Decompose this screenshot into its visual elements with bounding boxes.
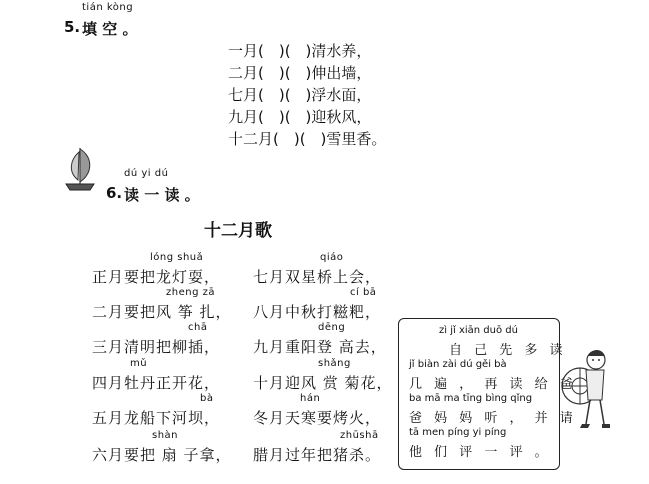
q5-pinyin: tián kòng — [82, 2, 134, 13]
tip-line-3: 爸 妈 妈 听 ， 并 请 — [409, 411, 577, 426]
q6-number: 6. — [106, 184, 123, 202]
tip-pinyin-2: jǐ biàn zài dú gěi bà — [409, 359, 507, 370]
poem-right-line-6: 腊月过年把猪杀。 — [253, 446, 382, 464]
poem-right-line-3: 九月重阳登 高去， — [253, 338, 387, 356]
poem-right-pinyin-4: shǎng — [318, 358, 351, 369]
poem-left-line-4: 四月牡丹正开花， — [92, 374, 221, 392]
tip-line-4: 他 们 评 一 评 。 — [409, 445, 552, 460]
poem-left-pinyin-6: shàn — [152, 430, 179, 441]
tip-pinyin-1: zì jǐ xiān duō dú — [439, 325, 518, 336]
poem-left-pinyin-4: mǔ — [130, 358, 148, 369]
poem-right-line-1: 七月双星桥上会， — [253, 268, 382, 286]
poem-left-pinyin-2: zheng zā — [166, 287, 215, 298]
poem-right-pinyin-3: dēng — [318, 322, 346, 333]
fill-line-1: 一月( )( )清水养， — [228, 42, 372, 60]
poem-right-pinyin-5: hán — [300, 393, 321, 404]
fill-line-3: 七月( )( )浮水面， — [228, 86, 372, 104]
fill-line-4: 九月( )( )迎秋风， — [228, 108, 372, 126]
poem-left-line-3: 三月清明把柳插， — [92, 338, 221, 356]
poem-right-line-4: 十月迎风 赏 菊花， — [253, 374, 393, 392]
q5-number: 5. — [64, 18, 81, 36]
sailboat-icon — [62, 144, 98, 194]
reading-tip-box — [398, 318, 577, 470]
tip-line-1: 自 己 先 多 读 — [449, 343, 567, 358]
q5-label: 填 空 。 — [82, 20, 138, 38]
poem-right-line-2: 八月中秋打糍粑， — [253, 303, 382, 321]
poem-left-pinyin-1: lóng shuǎ — [150, 252, 204, 263]
poem-left-pinyin-5: bà — [200, 393, 214, 404]
poem-title: 十二月歌 — [204, 221, 272, 241]
poem-left-line-6: 六月要把 扇 子拿， — [92, 446, 232, 464]
poem-right-pinyin-2: cí bā — [350, 287, 377, 298]
poem-left-pinyin-3: chā — [188, 322, 208, 333]
poem-left-line-2: 二月要把风 筝 扎， — [92, 303, 232, 321]
poem-right-pinyin-6: zhūshā — [340, 430, 379, 441]
poem-right-pinyin-1: qiáo — [320, 252, 344, 263]
fill-line-5: 十二月( )( )雪里香。 — [228, 130, 387, 148]
tip-pinyin-3: ba mā ma tīng bìng qǐng — [409, 393, 533, 404]
tip-pinyin-4: tā men píng yi píng — [409, 427, 507, 438]
q6-label: 读 一 读 。 — [124, 186, 200, 204]
child-figure-icon — [556, 340, 616, 440]
fill-line-2: 二月( )( )伸出墙， — [228, 64, 372, 82]
q6-pinyin: dú yi dú — [124, 168, 169, 179]
poem-left-line-5: 五月龙船下河坝， — [92, 409, 221, 427]
poem-right-line-5: 冬月天寒要烤火， — [253, 409, 382, 427]
poem-left-line-1: 正月要把龙灯耍， — [92, 268, 221, 286]
tip-line-2: 几 遍 ， 再 读 给 爸 — [409, 377, 577, 392]
